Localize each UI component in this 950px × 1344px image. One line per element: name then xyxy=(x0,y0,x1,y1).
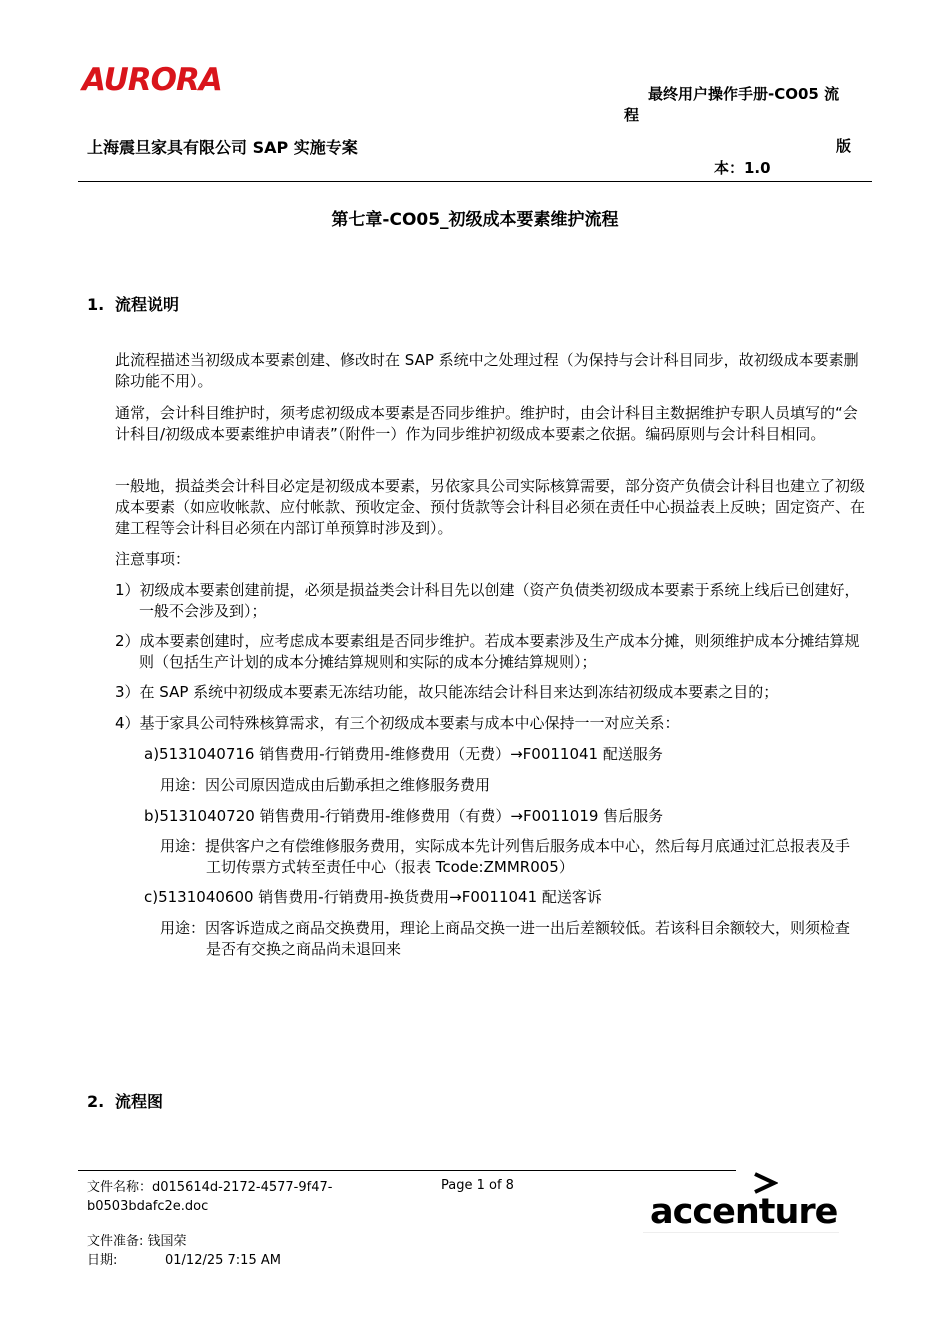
mapping-use: 用途：因客诉造成之商品交换费用，理论上商品交换一进一出后差额较低。若该科目余额较大，则须检查是否有交换之商品尚未退回来 xyxy=(160,919,851,958)
note-item: 1）初级成本要素创建前提，必须是损益类会计科目先以创建（资产负债类初级成本要素于系统上线后已创建好，一般不会涉及到）； xyxy=(115,581,860,620)
section-number: 1. xyxy=(87,295,105,314)
document-title: 最终用户操作手册-CO05 流程 xyxy=(624,85,840,124)
date-label: 日期: xyxy=(87,1253,118,1268)
chapter-title: 第七章-CO05_初级成本要素维护流程 xyxy=(331,210,619,230)
date-line xyxy=(87,1251,281,1270)
note-item: 3）在 SAP 系统中初级成本要素无冻结功能，故只能冻结会计科目来达到冻结初级成本要素之目的； xyxy=(115,683,779,701)
accenture-logo: accenture xyxy=(650,1192,838,1232)
footer-divider xyxy=(78,1170,736,1171)
note-item: 4）基于家具公司特殊核算需求，有三个初级成本要素与成本中心保持一一对应关系： xyxy=(115,714,680,732)
accenture-chevron-icon xyxy=(752,1172,778,1194)
mapping-line: a)5131040716 销售费用-行销费用-维修费用（无费）→F0011041 配送服务 xyxy=(144,745,663,763)
paragraph: 此流程描述当初级成本要素创建、修改时在 SAP 系统中之处理过程（为保持与会计科目同步，故初级成本要素删除功能不用）。 xyxy=(115,351,859,390)
section-2-heading xyxy=(87,1089,163,1112)
section-number: 2. xyxy=(87,1092,105,1111)
version-label: 版 xyxy=(836,137,852,155)
mapping-use: 用途：因公司原因造成由后勤承担之维修服务费用 xyxy=(160,776,491,794)
mapping-line: c)5131040600 销售费用-行销费用-换货费用→F0011041 配送客诉 xyxy=(144,888,602,906)
file-name: 文件名称：d015614d-2172-4577-9f47-b0503bdafc2e.doc xyxy=(87,1180,333,1214)
aurora-logo: AURORA xyxy=(82,62,222,98)
version-value: 本：1.0 xyxy=(714,159,771,177)
date-value: 01/12/25 7:15 AM xyxy=(165,1253,281,1268)
mapping-use: 用途：提供客户之有偿维修服务费用，实际成本先计列售后服务成本中心，然后每月底通过汇总报表及手工切传票方式转至责任中心（报表 Tcode:ZMMR005） xyxy=(160,837,851,876)
section-1-heading xyxy=(87,292,179,315)
mapping-line: b)5131040720 销售费用-行销费用-维修费用（有费）→F0011019 售后服务 xyxy=(144,807,664,825)
section-title: 流程说明 xyxy=(115,295,180,314)
logo-underline xyxy=(643,1232,839,1233)
page-number: Page 1 of 8 xyxy=(441,1178,514,1193)
note-item: 2）成本要素创建时，应考虑成本要素组是否同步维护。若成本要素涉及生产成本分摊，则须维护成本分摊结算规则（包括生产计划的成本分摊结算规则和实际的成本分摊结算规则）； xyxy=(115,632,860,671)
header-divider xyxy=(78,181,872,182)
company-name: 上海震旦家具有限公司 SAP 实施专案 xyxy=(87,138,358,157)
paragraph: 注意事项： xyxy=(115,550,191,568)
paragraph: 通常，会计科目维护时，须考虑初级成本要素是否同步维护。维护时，由会计科目主数据维护专职人员填写的“会计科目/初级成本要素维护申请表”（附件一）作为同步维护初级成本要素之依据。编码原则与会计科目相同。 xyxy=(115,404,858,443)
paragraph: 一般地，损益类会计科目必定是初级成本要素，另依家具公司实际核算需要，部分资产负债会计科目也建立了初级成本要素（如应收帐款、应付帐款、预收定金、预付货款等会计科目必须在责任中心损益表上反映；固定资产、在建工程等会计科目必须在内部订单预算时涉及到）。 xyxy=(115,477,866,537)
prepared-by: 文件准备: 钱国荣 xyxy=(87,1234,187,1249)
section-title: 流程图 xyxy=(115,1092,164,1111)
